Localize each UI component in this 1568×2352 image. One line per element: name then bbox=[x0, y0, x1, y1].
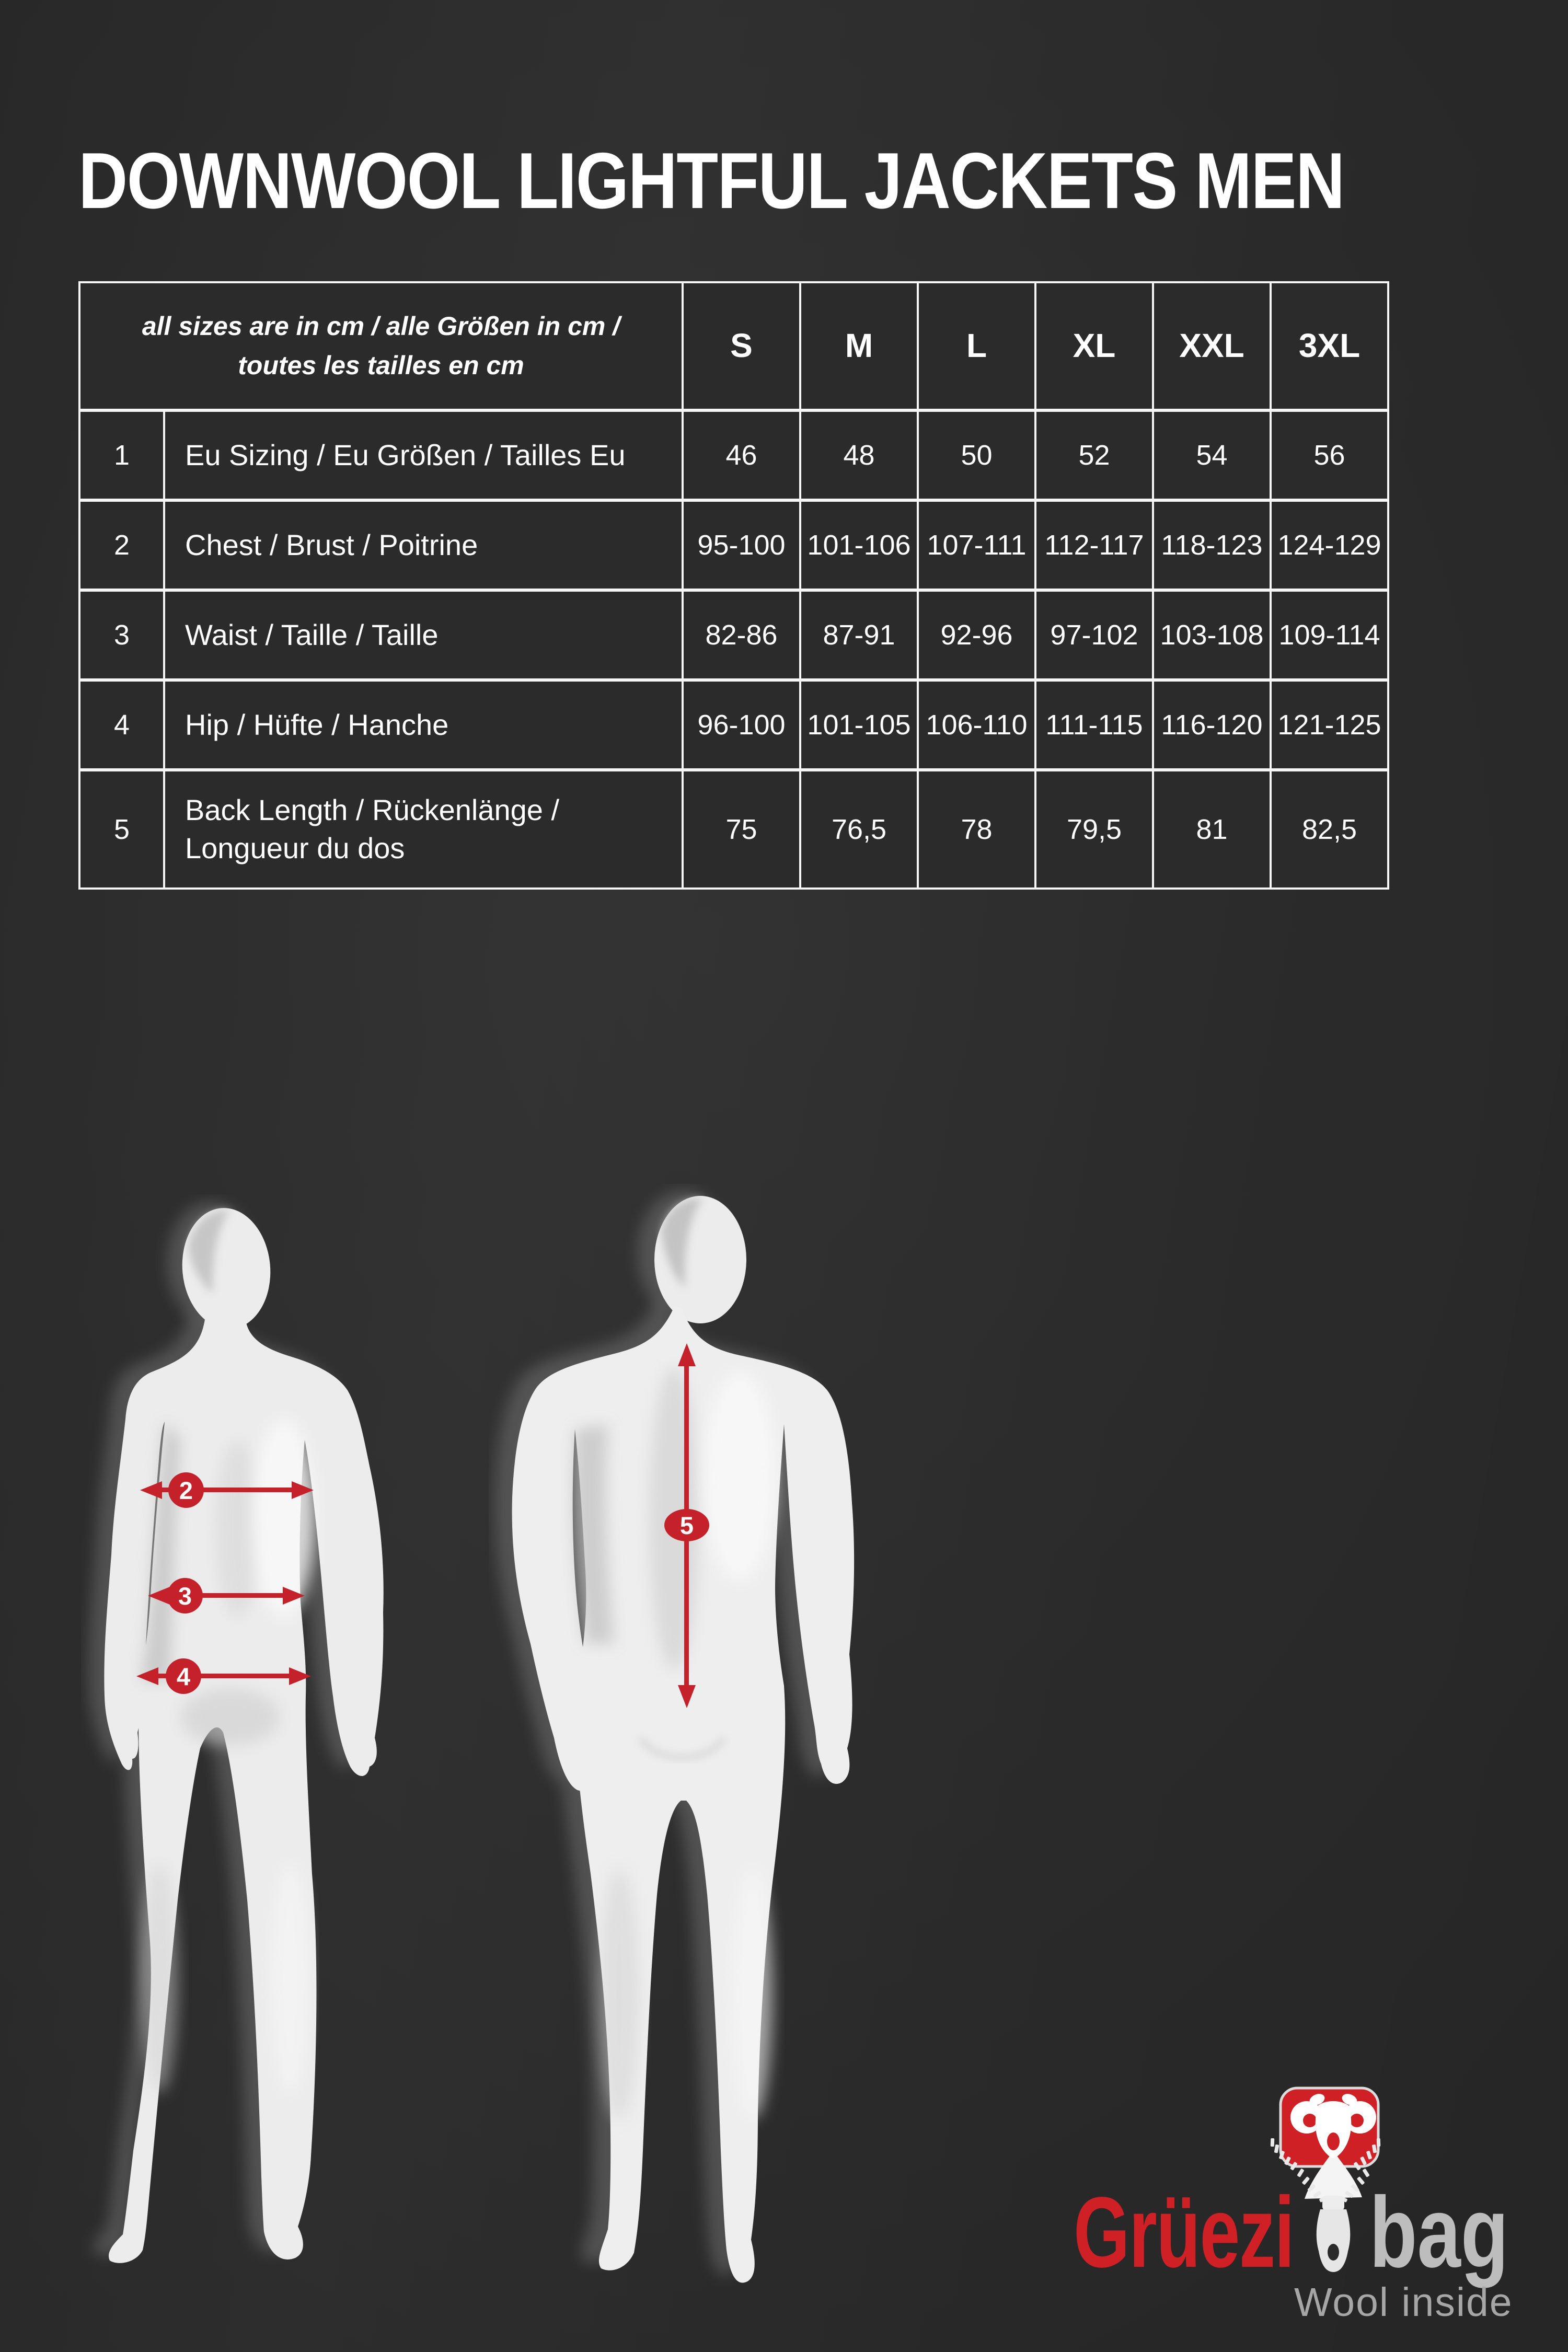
table-value: 54 bbox=[1154, 412, 1270, 499]
row-number: 5 bbox=[80, 771, 163, 887]
table-value: 109-114 bbox=[1272, 592, 1387, 678]
table-value: 56 bbox=[1272, 412, 1387, 499]
table-value: 78 bbox=[919, 771, 1034, 887]
table-value: 92-96 bbox=[919, 592, 1034, 678]
table-value: 95-100 bbox=[684, 502, 799, 589]
arrowhead-right-icon bbox=[283, 1587, 305, 1605]
table-value: 48 bbox=[801, 412, 917, 499]
mannequin-front-figure bbox=[81, 1194, 447, 2276]
table-value: 46 bbox=[684, 412, 799, 499]
arrowhead-right-icon bbox=[289, 1667, 311, 1685]
gruezi-bag-logo bbox=[1066, 2078, 1537, 2339]
table-value: 111-115 bbox=[1036, 682, 1152, 768]
table-value: 101-106 bbox=[801, 502, 917, 589]
row-label: Back Length / Rückenlänge / Longueur du dos bbox=[165, 771, 682, 887]
waist-measure-arrow bbox=[148, 1575, 305, 1617]
table-value: 121-125 bbox=[1272, 682, 1387, 768]
table-value: 118-123 bbox=[1154, 502, 1270, 589]
table-value: 97-102 bbox=[1036, 592, 1152, 678]
row-label: Eu Sizing / Eu Größen / Tailles Eu bbox=[165, 412, 682, 499]
table-value: 116-120 bbox=[1154, 682, 1270, 768]
col-header-l: L bbox=[919, 283, 1034, 409]
table-value: 124-129 bbox=[1272, 502, 1387, 589]
marker-badge-back-length: 5 bbox=[664, 1509, 709, 1541]
row-number: 1 bbox=[80, 412, 163, 499]
table-value: 82-86 bbox=[684, 592, 799, 678]
arrowhead-left-icon bbox=[148, 1587, 170, 1605]
back-length-measure-arrow bbox=[664, 1343, 709, 1708]
arrowhead-right-icon bbox=[292, 1481, 314, 1499]
col-header-s: S bbox=[684, 283, 799, 409]
logo-tagline: Wool inside bbox=[1294, 2280, 1513, 2325]
row-label: Waist / Taille / Taille bbox=[165, 592, 682, 678]
table-value: 87-91 bbox=[801, 592, 917, 678]
table-value: 103-108 bbox=[1154, 592, 1270, 678]
table-value: 101-105 bbox=[801, 682, 917, 768]
logo-brand-red-text: Grüezi bbox=[1074, 2176, 1294, 2288]
table-value: 79,5 bbox=[1036, 771, 1152, 887]
logo-brand-gray-text: bag bbox=[1369, 2176, 1509, 2288]
size-table bbox=[78, 281, 1389, 890]
row-label: Hip / Hüfte / Hanche bbox=[165, 682, 682, 768]
row-number: 3 bbox=[80, 592, 163, 678]
marker-badge-waist: 3 bbox=[167, 1578, 203, 1613]
table-value: 96-100 bbox=[684, 682, 799, 768]
ram-zipper-logo-icon bbox=[1259, 2084, 1390, 2278]
arrowhead-down-icon bbox=[678, 1685, 696, 1708]
page-title: DOWNWOOL LIGHTFUL JACKETS MEN bbox=[78, 136, 1344, 225]
table-value: 75 bbox=[684, 771, 799, 887]
row-number: 4 bbox=[80, 682, 163, 768]
table-value: 76,5 bbox=[801, 771, 917, 887]
col-header-m: M bbox=[801, 283, 917, 409]
table-value: 106-110 bbox=[919, 682, 1034, 768]
col-header-xxl: XXL bbox=[1154, 283, 1270, 409]
table-value: 50 bbox=[919, 412, 1034, 499]
table-value: 112-117 bbox=[1036, 502, 1152, 589]
table-value: 52 bbox=[1036, 412, 1152, 499]
hip-measure-arrow bbox=[136, 1655, 311, 1697]
table-value: 107-111 bbox=[919, 502, 1034, 589]
table-value: 81 bbox=[1154, 771, 1270, 887]
marker-badge-hip: 4 bbox=[166, 1658, 201, 1694]
table-note-line2: toutes les tailles en cm bbox=[238, 351, 524, 380]
row-number: 2 bbox=[80, 502, 163, 589]
arrowhead-left-icon bbox=[136, 1667, 158, 1685]
col-header-xl: XL bbox=[1036, 283, 1152, 409]
arrowhead-up-icon bbox=[678, 1343, 696, 1366]
col-header-3xl: 3XL bbox=[1272, 283, 1387, 409]
table-value: 82,5 bbox=[1272, 771, 1387, 887]
row-label: Chest / Brust / Poitrine bbox=[165, 502, 682, 589]
chest-measure-arrow bbox=[140, 1469, 314, 1511]
table-note-line1: all sizes are in cm / alle Größen in cm / bbox=[142, 312, 620, 341]
table-note bbox=[80, 283, 682, 409]
marker-badge-chest: 2 bbox=[168, 1472, 204, 1508]
arrowhead-left-icon bbox=[140, 1481, 162, 1499]
